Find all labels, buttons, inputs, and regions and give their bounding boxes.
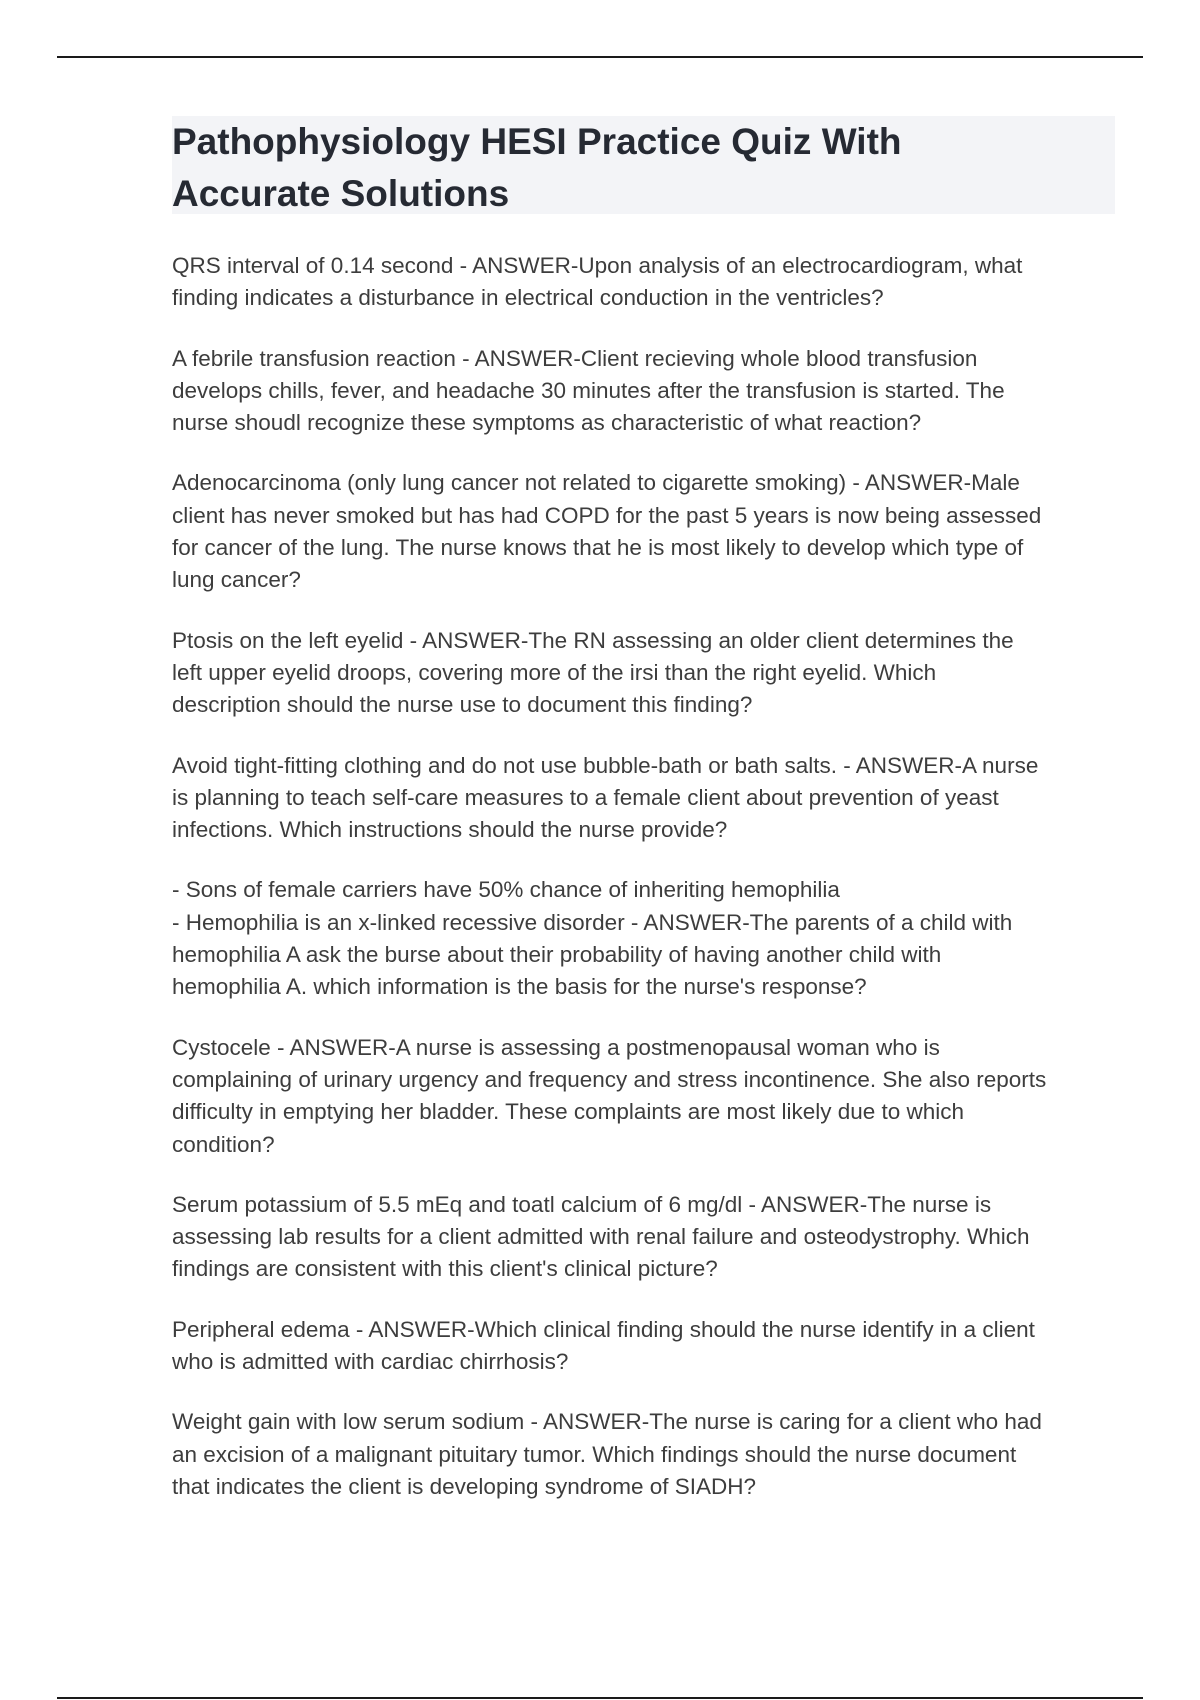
qa-line: hemophilia A ask the burse about their probability of having another child with	[172, 942, 942, 968]
qa-line: difficulty in emptying her bladder. These complaints are most likely due to which	[172, 1099, 965, 1125]
qa-item	[172, 1314, 1115, 1379]
title-line-1: Pathophysiology HESI Practice Quiz With	[172, 121, 902, 162]
qa-line: condition?	[172, 1131, 275, 1157]
qa-item	[172, 343, 1115, 440]
qa-line: QRS interval of 0.14 second - ANSWER-Upon analysis of an electrocardiogram, what	[172, 253, 1023, 278]
qa-line: nurse shoudl recognize these symptoms as characteristic of what reaction?	[172, 410, 922, 436]
qa-item	[172, 750, 1115, 847]
qa-line: description should the nurse use to document this finding?	[172, 692, 753, 718]
qa-item	[172, 874, 1115, 1003]
title-block	[172, 116, 1115, 214]
qa-item	[172, 625, 1115, 722]
qa-line: lung cancer?	[172, 567, 301, 593]
qa-line: Cystocele - ANSWER-A nurse is assessing a postmenopausal woman who is	[172, 1034, 940, 1060]
qa-line: Avoid tight-fitting clothing and do not use bubble-bath or bath salts. - ANSWER-A nurse	[172, 752, 1039, 778]
qa-item	[172, 250, 1115, 315]
qa-line: - Sons of female carriers have 50% chance of inheriting hemophilia	[172, 877, 840, 903]
qa-line: develops chills, fever, and headache 30 minutes after the transfusion is started. The	[172, 377, 1005, 403]
qa-line: Peripheral edema - ANSWER-Which clinical finding should the nurse identify in a client	[172, 1316, 1035, 1342]
qa-line: - Hemophilia is an x-linked recessive disorder - ANSWER-The parents of a child with	[172, 909, 1013, 935]
document-page	[172, 116, 1115, 1531]
qa-line: hemophilia A. which information is the basis for the nurse's response?	[172, 974, 867, 1000]
qa-item	[172, 1032, 1115, 1161]
qa-line: who is admitted with cardiac chirrhosis?	[172, 1349, 569, 1375]
qa-line: Serum potassium of 5.5 mEq and toatl calcium of 6 mg/dl - ANSWER-The nurse is	[172, 1191, 992, 1217]
qa-item	[172, 467, 1115, 596]
qa-line: Adenocarcinoma (only lung cancer not related to cigarette smoking) - ANSWER-Male	[172, 470, 1020, 496]
qa-item	[172, 1189, 1115, 1286]
top-rule	[57, 56, 1143, 58]
qa-line: assessing lab results for a client admitted with renal failure and osteodystrophy. Which	[172, 1224, 1030, 1250]
qa-line: client has never smoked but has had COPD for the past 5 years is now being assessed	[172, 502, 1042, 528]
qa-line: A febrile transfusion reaction - ANSWER-Client recieving whole blood transfusion	[172, 345, 978, 371]
qa-line: complaining of urinary urgency and frequency and stress incontinence. She also reports	[172, 1066, 1047, 1092]
qa-line: left upper eyelid droops, covering more of the irsi than the right eyelid. Which	[172, 659, 937, 685]
qa-line: findings are consistent with this client's clinical picture?	[172, 1256, 718, 1282]
qa-item	[172, 1406, 1115, 1503]
qa-line: Ptosis on the left eyelid - ANSWER-The RN assessing an older client determines the	[172, 627, 1014, 653]
qa-line: finding indicates a disturbance in electrical conduction in the ventricles?	[172, 285, 884, 311]
title-line-2: Accurate Solutions	[172, 173, 510, 214]
qa-line: that indicates the client is developing syndrome of SIADH?	[172, 1473, 757, 1499]
qa-line: for cancer of the lung. The nurse knows that he is most likely to develop which type of	[172, 535, 1024, 561]
qa-line: an excision of a malignant pituitary tumor. Which findings should the nurse document	[172, 1441, 1017, 1467]
qa-line: Weight gain with low serum sodium - ANSWER-The nurse is caring for a client who had	[172, 1409, 1042, 1435]
qa-list	[172, 250, 1115, 1503]
qa-line: is planning to teach self-care measures to a female client about prevention of yeast	[172, 784, 999, 810]
document-title	[172, 116, 1115, 220]
qa-line: infections. Which instructions should the nurse provide?	[172, 817, 728, 843]
bottom-rule	[57, 1697, 1143, 1699]
